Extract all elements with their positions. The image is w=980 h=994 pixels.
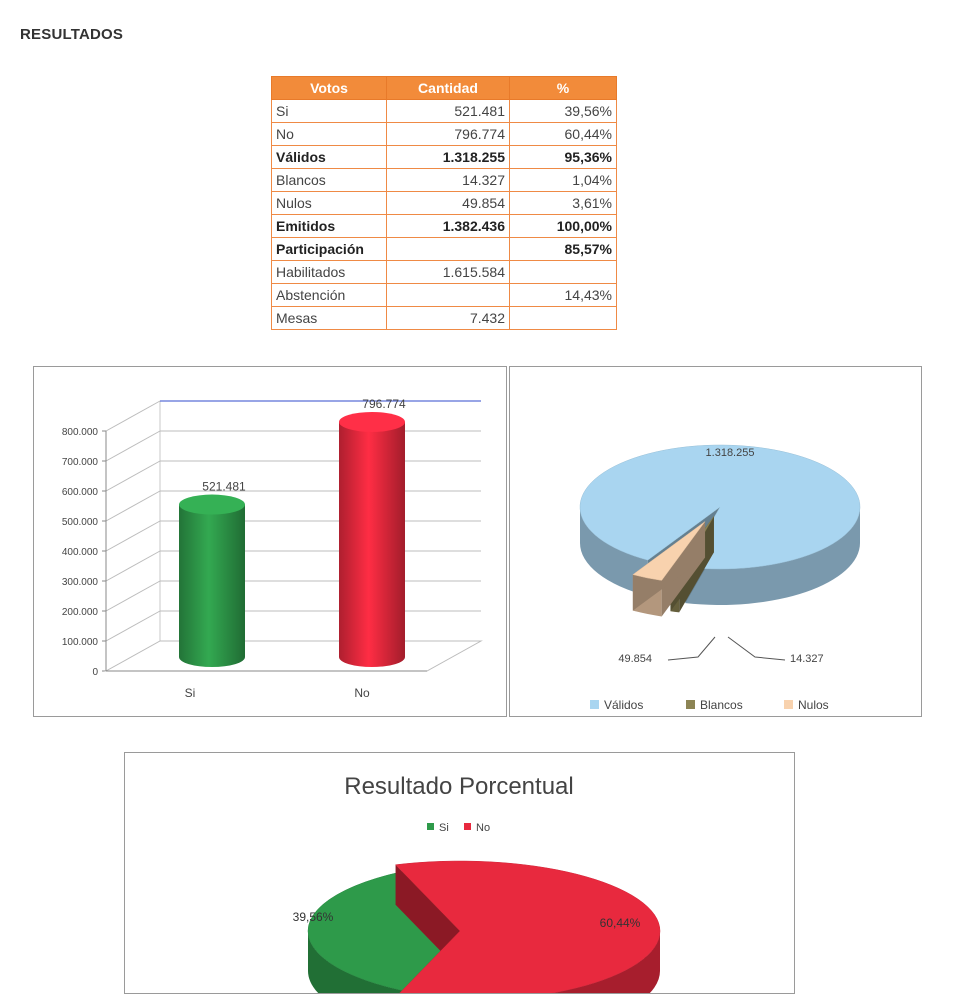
row-cantidad: 49.854: [387, 192, 510, 215]
row-pct: [510, 307, 617, 330]
row-label: No: [272, 123, 387, 146]
row-pct: 14,43%: [510, 284, 617, 307]
legend-label: No: [476, 822, 491, 834]
bar-chart: [34, 367, 506, 716]
pie-chart-validos: [510, 367, 921, 716]
y-tick-label: 600.000: [61, 487, 98, 498]
row-cantidad: 1.382.436: [387, 215, 510, 238]
slice-label-no: 60,44%: [599, 916, 641, 930]
slice-label-si: 39,56%: [292, 910, 334, 924]
x-tick-label: Si: [184, 686, 196, 700]
y-tick-label: 0: [92, 667, 98, 678]
row-cantidad: [387, 284, 510, 307]
row-label: Habilitados: [272, 261, 387, 284]
row-pct: 85,57%: [510, 238, 617, 261]
legend-swatch: [784, 700, 793, 709]
legend-swatch: [427, 823, 434, 830]
row-cantidad: 7.432: [387, 307, 510, 330]
row-cantidad: 14.327: [387, 169, 510, 192]
row-label: Nulos: [272, 192, 387, 215]
row-label: Emitidos: [272, 215, 387, 238]
bar-body: [339, 422, 405, 667]
gridline-side: [106, 491, 160, 521]
pie-chart-porcentual-panel: [124, 752, 795, 994]
legend-label: Blancos: [700, 698, 743, 712]
y-tick-label: 800.000: [61, 427, 98, 438]
row-pct: 95,36%: [510, 146, 617, 169]
row-pct: [510, 261, 617, 284]
x-tick-label: No: [354, 686, 370, 700]
row-pct: 1,04%: [510, 169, 617, 192]
leader-line-nulos: [668, 637, 715, 660]
row-cantidad: 796.774: [387, 123, 510, 146]
row-cantidad: 521.481: [387, 100, 510, 123]
pie-chart-porcentual: [125, 753, 794, 993]
row-label: Si: [272, 100, 387, 123]
row-label: Abstención: [272, 284, 387, 307]
row-label: Mesas: [272, 307, 387, 330]
gridline-side: [106, 431, 160, 461]
gridline-side: [106, 611, 160, 641]
legend-label: Nulos: [798, 698, 829, 712]
bar-si: [179, 495, 245, 667]
table-row: [272, 215, 617, 238]
table-row: [272, 261, 617, 284]
leader-line-blancos: [728, 637, 785, 660]
results-table: [271, 76, 617, 330]
gridline-side: [106, 581, 160, 611]
bar-chart-panel: [33, 366, 507, 717]
header-cantidad: Cantidad: [387, 77, 510, 100]
y-tick-label: 400.000: [61, 547, 98, 558]
y-tick-label: 200.000: [61, 607, 98, 618]
bar-top: [179, 495, 245, 515]
header-votos: Votos: [272, 77, 387, 100]
slice-label-blancos: 14.327: [790, 653, 824, 665]
gridline-side: [106, 521, 160, 551]
slice-label-validos: 1.318.255: [705, 447, 755, 459]
gridline-side: [106, 551, 160, 581]
row-pct: 39,56%: [510, 100, 617, 123]
legend-label: Válidos: [604, 698, 644, 712]
pie-chart-validos-panel: [509, 366, 922, 717]
table-row: [272, 192, 617, 215]
legend-label: Si: [439, 822, 449, 834]
y-tick-label: 700.000: [61, 457, 98, 468]
gridline-side: [106, 461, 160, 491]
row-label: Participación: [272, 238, 387, 261]
table-row: [272, 146, 617, 169]
slice-vlidos: [580, 445, 860, 605]
table-row: [272, 169, 617, 192]
bar-data-label: 521.481: [202, 479, 246, 494]
table-row: [272, 100, 617, 123]
page-title: RESULTADOS: [20, 26, 124, 43]
chart-title: Resultado Porcentual: [344, 773, 574, 800]
row-pct: 100,00%: [510, 215, 617, 238]
table-row: [272, 123, 617, 146]
row-label: Blancos: [272, 169, 387, 192]
row-pct: 3,61%: [510, 192, 617, 215]
table-row: [272, 284, 617, 307]
table-row: [272, 307, 617, 330]
table-row: [272, 238, 617, 261]
bar-no: [339, 412, 405, 667]
table-header-row: [272, 77, 617, 100]
row-pct: 60,44%: [510, 123, 617, 146]
slice-label-nulos: 49.854: [618, 653, 652, 665]
bar-body: [179, 505, 245, 667]
row-cantidad: 1.615.584: [387, 261, 510, 284]
legend-swatch: [590, 700, 599, 709]
header-pct: %: [510, 77, 617, 100]
bar-top: [339, 412, 405, 432]
row-label: Válidos: [272, 146, 387, 169]
y-tick-label: 300.000: [61, 577, 98, 588]
gridline-side: [106, 401, 160, 431]
y-tick-label: 100.000: [61, 637, 98, 648]
bar-data-label: 796.774: [362, 396, 406, 411]
floor: [106, 641, 481, 671]
y-tick-label: 500.000: [61, 517, 98, 528]
slice-top: [580, 445, 860, 569]
row-cantidad: 1.318.255: [387, 146, 510, 169]
legend-swatch: [464, 823, 471, 830]
legend-swatch: [686, 700, 695, 709]
row-cantidad: [387, 238, 510, 261]
